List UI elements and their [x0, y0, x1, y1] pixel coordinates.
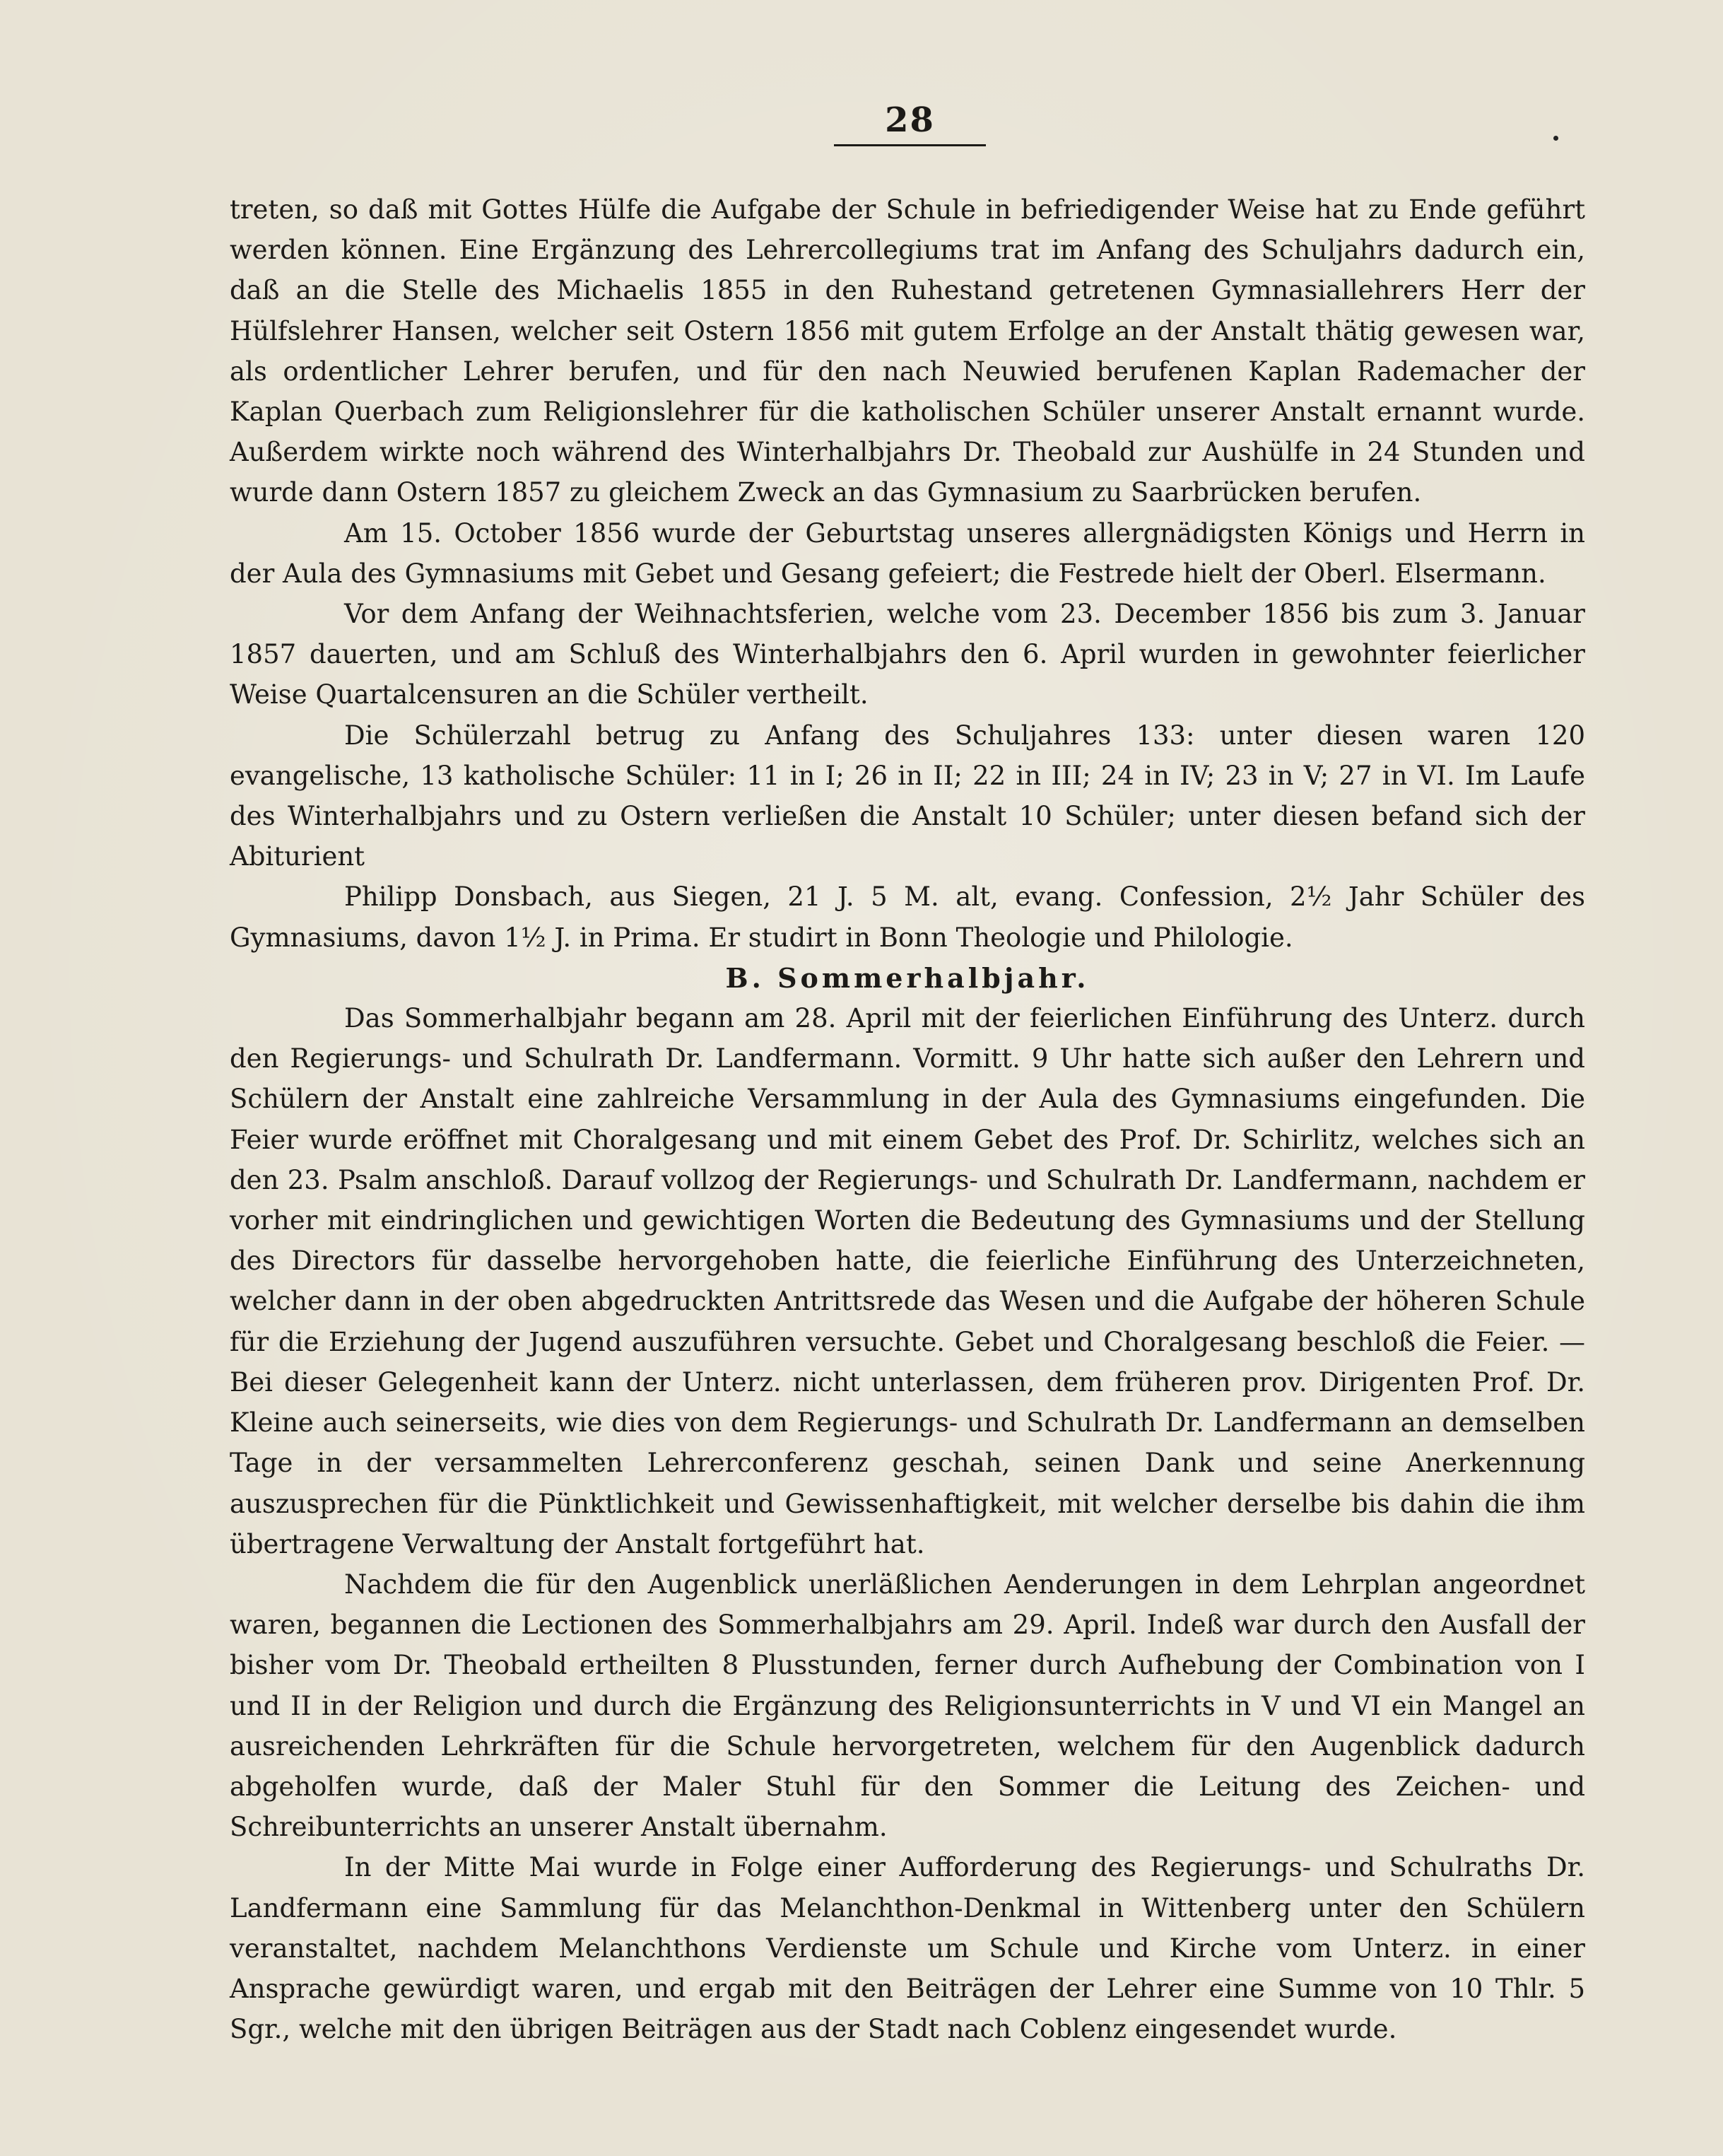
paragraph-lessons: Nachdem die für den Augenblick unerläßlichen Aenderungen in dem Lehrplan angeordnet waren, begannen die Lectionen des Sommerhalbjahrs am 29. April. Indeß war durch den Ausfall der bisher vom Dr. Theobald ertheilten 8 Plusstunden, ferner durch Aufhebung der Combination von I und II in der Religion und durch die Ergänzung des Religionsunterrichts in V und VI ein Mangel an ausreichenden Lehrkräften für die Schule hervorgetreten, welchem für den Augenblick dadurch abgeholfen wurde, daß der Maler Stuhl für den Sommer die Leitung des Zeichen- und Schreibunterrichts an unserer Anstalt übernahm. [230, 1569, 1585, 1843]
paragraph-summer-start: Das Sommerhalbjahr begann am 28. April mit der feierlichen Einführung des Unterz. durch den Regierungs- und Schulrath Dr. Landfermann. Vormitt. 9 Uhr hatte sich außer den Lehrern und Schülern der Anstalt eine zahlreiche Versammlung in der Aula des Gymnasiums eingefunden. Die Feier wurde eröffnet mit Choralgesang und mit einem Gebet des Prof. Dr. Schirlitz, welches sich an den 23. Psalm anschloß. Darauf vollzog der Regierungs- und Schulrath Dr. Landfermann, nachdem er vorher mit eindringlichen und gewichtigen Worten die Bedeutung des Gymnasiums und der Stellung des Directors für dasselbe hervorgehoben hatte, die feierliche Einführung des Unterzeichneten, welcher dann in der oben abgedruckten Antrittsrede das Wesen und die Aufgabe der höheren Schule für die Erziehung der Jugend auszuführen versuchte. Gebet und Choralgesang beschloß die Feier. — Bei dieser Gelegenheit kann der Unterz. nicht unterlassen, dem früheren prov. Dirigenten Prof. Dr. Kleine auch seinerseits, wie dies von dem Regierungs- und Schulrath Dr. Landfermann an demselben Tage in der versammelten Lehrerconferenz geschah, seinen Dank und seine Anerkennung auszusprechen für die Pünktlichkeit und Gewissenhaftigkeit, mit welcher derselbe bis dahin die ihm übertragene Verwaltung der Anstalt fortgeführt hat. [230, 1003, 1585, 1559]
body-text [230, 189, 1585, 2049]
section-heading: B. Sommerhalbjahr. [725, 961, 1090, 994]
paragraph-collection: In der Mitte Mai wurde in Folge einer Aufforderung des Regierungs- und Schulraths Dr. Landfermann eine Sammlung für das Melanchthon-Denkmal in Wittenberg unter den Schülern veranstaltet, nachdem Melanchthons Verdienste um Schule und Kirche vom Unterz. in einer Ansprache gewürdigt waren, und ergab mit den Beiträgen der Lehrer eine Summe von 10 Thlr. 5 Sgr., welche mit den übrigen Beiträgen aus der Stadt nach Coblenz eingesendet wurde. [230, 1852, 1585, 2045]
header-rule [834, 144, 986, 146]
ink-speck [1553, 136, 1558, 141]
paragraph-student-count: Die Schülerzahl betrug zu Anfang des Schuljahres 133: unter diesen waren 120 evangelische, 13 katholische Schüler: 11 in I; 26 in II; 22 in III; 24 in IV; 23 in V; 27 in VI. Im Laufe des Winterhalbjahrs und zu Ostern verließen die Anstalt 10 Schüler; unter diesen befand sich der Abiturient [230, 720, 1585, 872]
page-header [834, 99, 986, 146]
paragraph-abiturient: Philipp Donsbach, aus Siegen, 21 J. 5 M. alt, evang. Confession, 2½ Jahr Schüler des Gymnasiums, davon 1½ J. in Prima. Er studirt in Bonn Theologie und Philologie. [230, 881, 1585, 953]
paragraph-birthday: Am 15. October 1856 wurde der Geburtstag unseres allergnädigsten Königs und Herrn in der Aula des Gymnasiums mit Gebet und Gesang gefeiert; die Festrede hielt der Oberl. Elsermann. [230, 517, 1585, 589]
paragraph-continuation: treten, so daß mit Gottes Hülfe die Aufgabe der Schule in befriedigender Weise hat zu Ende geführt werden können. Eine Ergänzung des Lehrercollegiums trat im Anfang des Schuljahrs dadurch ein, daß an die Stelle des Michaelis 1855 in den Ruhestand getretenen Gymnasiallehrers Herr der Hülfslehrer Hansen, welcher seit Ostern 1856 mit gutem Erfolge an der Anstalt thätig gewesen war, als ordentlicher Lehrer berufen, und für den nach Neuwied berufenen Kaplan Rademacher der Kaplan Querbach zum Religionslehrer für die katholischen Schüler unserer Anstalt ernannt wurde. Außerdem wirkte noch während des Winterhalbjahrs Dr. Theobald zur Aushülfe in 24 Stunden und wurde dann Ostern 1857 zu gleichem Zweck an das Gymnasium zu Saarbrücken berufen. [230, 194, 1585, 508]
page-number: 28 [885, 100, 935, 140]
paragraph-christmas: Vor dem Anfang der Weihnachtsferien, welche vom 23. December 1856 bis zum 3. Januar 1857 dauerten, und am Schluß des Winterhalbjahrs den 6. April wurden in gewohnter feierlicher Weise Quartalcensuren an die Schüler vertheilt. [230, 599, 1585, 710]
